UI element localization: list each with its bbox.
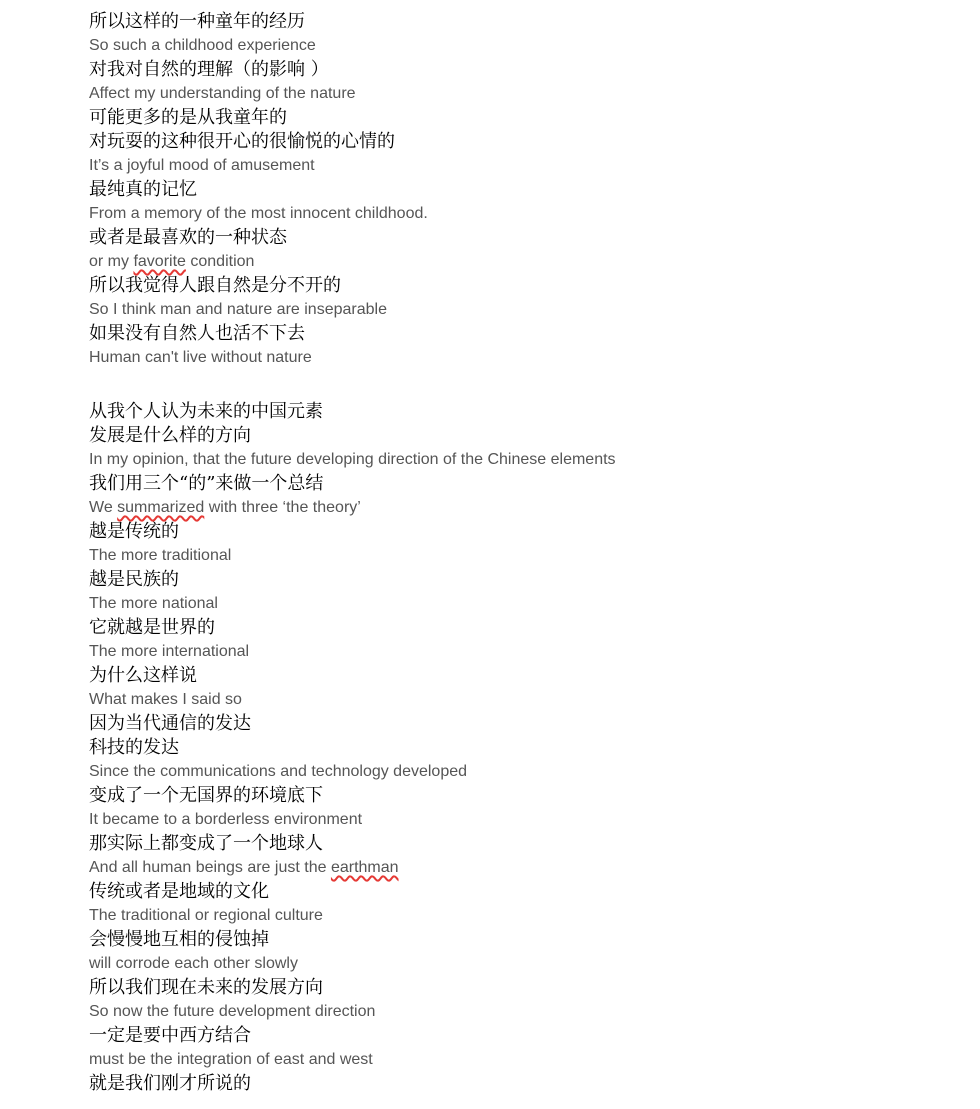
english-translation-line bbox=[89, 496, 949, 520]
chinese-subtitle-line: 就是我们刚才所说的 bbox=[89, 1073, 251, 1094]
english-translation-line: In my opinion, that the future developing direction of the Chinese elements bbox=[89, 451, 616, 468]
english-translation-line bbox=[89, 856, 949, 880]
chinese-subtitle-line: 如果没有自然人也活不下去 bbox=[89, 323, 305, 344]
english-translation-line: From a memory of the most innocent childhood. bbox=[89, 205, 428, 222]
paragraph-chinese-elements bbox=[89, 400, 949, 1096]
english-translation-line: What makes I said so bbox=[89, 691, 242, 708]
chinese-subtitle-line: 我们用三个“的”来做一个总结 bbox=[89, 473, 324, 494]
english-translation-line: The more traditional bbox=[89, 547, 232, 564]
chinese-subtitle-line: 会慢慢地互相的侵蚀掉 bbox=[89, 929, 269, 950]
document-body bbox=[89, 10, 949, 1096]
chinese-subtitle-line: 对我对自然的理解（的影响 ） bbox=[89, 59, 329, 80]
chinese-subtitle-line: 可能更多的是从我童年的 bbox=[89, 107, 287, 128]
chinese-subtitle-line: 为什么这样说 bbox=[89, 665, 197, 686]
english-translation-line: The more national bbox=[89, 595, 218, 612]
chinese-subtitle-line: 所以这样的一种童年的经历 bbox=[89, 11, 305, 32]
english-translation-line: Human can't live without nature bbox=[89, 349, 312, 366]
chinese-subtitle-line: 或者是最喜欢的一种状态 bbox=[89, 227, 287, 248]
english-translation-line: So I think man and nature are inseparable bbox=[89, 301, 387, 318]
translation-text: with three ‘the theory’ bbox=[204, 499, 361, 516]
paragraph-gap bbox=[89, 370, 949, 400]
chinese-subtitle-line: 科技的发达 bbox=[89, 737, 179, 758]
english-translation-line: It’s a joyful mood of amusement bbox=[89, 157, 315, 174]
chinese-subtitle-line: 传统或者是地域的文化 bbox=[89, 881, 269, 902]
english-translation-line: must be the integration of east and west bbox=[89, 1051, 373, 1068]
spellcheck-flagged-word[interactable]: earthman bbox=[330, 859, 399, 876]
chinese-subtitle-line: 变成了一个无国界的环境底下 bbox=[89, 785, 323, 806]
translation-text: We bbox=[89, 499, 118, 516]
chinese-subtitle-line: 对玩耍的这种很开心的很愉悦的心情的 bbox=[89, 131, 395, 152]
chinese-subtitle-line: 最纯真的记忆 bbox=[89, 179, 197, 200]
english-translation-line bbox=[89, 250, 949, 274]
english-translation-line: It became to a borderless environment bbox=[89, 811, 363, 828]
english-translation-line: The more international bbox=[89, 643, 250, 660]
chinese-subtitle-line: 从我个人认为未来的中国元素 bbox=[89, 401, 323, 422]
chinese-subtitle-line: 所以我们现在未来的发展方向 bbox=[89, 977, 323, 998]
english-translation-line: So such a childhood experience bbox=[89, 37, 316, 54]
english-translation-line: So now the future development direction bbox=[89, 1003, 376, 1020]
english-translation-line: Affect my understanding of the nature bbox=[89, 85, 356, 102]
spellcheck-flagged-word[interactable]: favorite bbox=[133, 253, 186, 270]
english-translation-line: will corrode each other slowly bbox=[89, 955, 298, 972]
chinese-subtitle-line: 越是传统的 bbox=[89, 521, 179, 542]
chinese-subtitle-line: 一定是要中西方结合 bbox=[89, 1025, 251, 1046]
translation-text: condition bbox=[185, 253, 255, 270]
translation-text: And all human beings are just the bbox=[89, 859, 331, 876]
paragraph-childhood-nature bbox=[89, 10, 949, 370]
chinese-subtitle-line: 那实际上都变成了一个地球人 bbox=[89, 833, 323, 854]
chinese-subtitle-line: 它就越是世界的 bbox=[89, 617, 215, 638]
translation-text: or my bbox=[89, 253, 134, 270]
english-translation-line: Since the communications and technology developed bbox=[89, 763, 468, 780]
chinese-subtitle-line: 因为当代通信的发达 bbox=[89, 713, 251, 734]
spellcheck-flagged-word[interactable]: summarized bbox=[117, 499, 205, 516]
chinese-subtitle-line: 越是民族的 bbox=[89, 569, 179, 590]
chinese-subtitle-line: 发展是什么样的方向 bbox=[89, 425, 251, 446]
chinese-subtitle-line: 所以我觉得人跟自然是分不开的 bbox=[89, 275, 341, 296]
english-translation-line: The traditional or regional culture bbox=[89, 907, 323, 924]
